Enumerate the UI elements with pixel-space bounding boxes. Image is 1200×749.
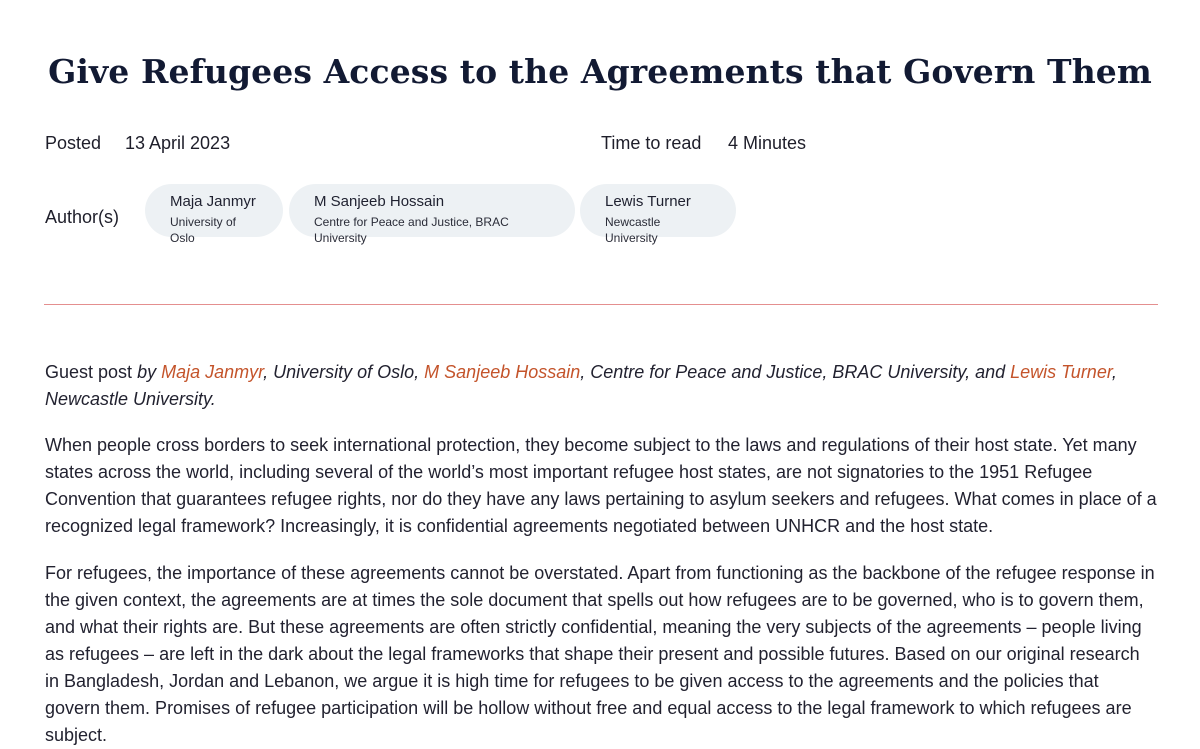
body-paragraph: When people cross borders to seek international protection, they become subject to the laws and regulations of their host state. Yet many states across the world, including several of the world’s most important refugee host states, are not signatories to the 1951 Refugee Convention that guarantees refugee rights, nor do they have any laws pertaining to asylum seekers and refugees. What comes in place of a recognized legal framework? Increasingly, it is confidential agreements negotiated between UNHCR and the host state. xyxy=(45,435,1157,536)
author-link-maja-janmyr[interactable]: Maja Janmyr xyxy=(161,362,264,382)
author-affiliation: Centre for Peace and Justice, BRAC University xyxy=(314,215,509,245)
author-affiliation: Newcastle University xyxy=(605,215,661,245)
guest-separator: , Centre for Peace and Justice, BRAC University, and xyxy=(580,362,1011,382)
guest-post-byline xyxy=(45,359,1157,413)
body-paragraph: For refugees, the importance of these agreements cannot be overstated. Apart from functioning as the backbone of the refugee response in the given context, the agreements are at times the sole document that spells out how refugees are to be governed, who is to govern them, and what their rights are. But these agreements are often strictly confidential, meaning the very subjects of the agreements – people living as refugees – are left in the dark about the legal frameworks that shape their present and possible futures. Based on our original research in Bangladesh, Jordan and Lebanon, we argue it is high time for refugees to be given access to the agreements and the policies that govern them. Promises of refugee participation will be hollow without free and equal access to the legal framework to which refugees are subject. xyxy=(45,563,1155,745)
header-divider xyxy=(44,304,1158,305)
author-name: Maja Janmyr xyxy=(170,193,256,210)
author-link-lewis-turner[interactable]: Lewis Turner xyxy=(1010,362,1112,382)
author-name: Lewis Turner xyxy=(605,193,691,210)
author-link-m-sanjeeb-hossain[interactable]: M Sanjeeb Hossain xyxy=(424,362,581,382)
author-affiliation: University of Oslo xyxy=(170,215,237,245)
author-name: M Sanjeeb Hossain xyxy=(314,193,445,210)
article-title: Give Refugees Access to the Agreements that Govern Them xyxy=(48,52,1152,91)
posted-date: 13 April 2023 xyxy=(125,133,231,153)
guest-post-prefix: Guest post xyxy=(45,362,138,382)
author-chip-maja-janmyr[interactable] xyxy=(145,184,283,245)
author-chip-lewis-turner[interactable] xyxy=(580,184,736,245)
time-to-read-label: Time to read xyxy=(601,133,702,153)
authors-label: Author(s) xyxy=(45,207,120,227)
author-chip-m-sanjeeb-hossain[interactable] xyxy=(289,184,575,245)
posted-label: Posted xyxy=(45,133,102,153)
time-to-read-value: 4 Minutes xyxy=(728,133,807,153)
guest-by-text: by xyxy=(137,362,162,382)
guest-separator: , University of Oslo, xyxy=(263,362,425,382)
guest-separator: , Newcastle University. xyxy=(45,362,1117,409)
